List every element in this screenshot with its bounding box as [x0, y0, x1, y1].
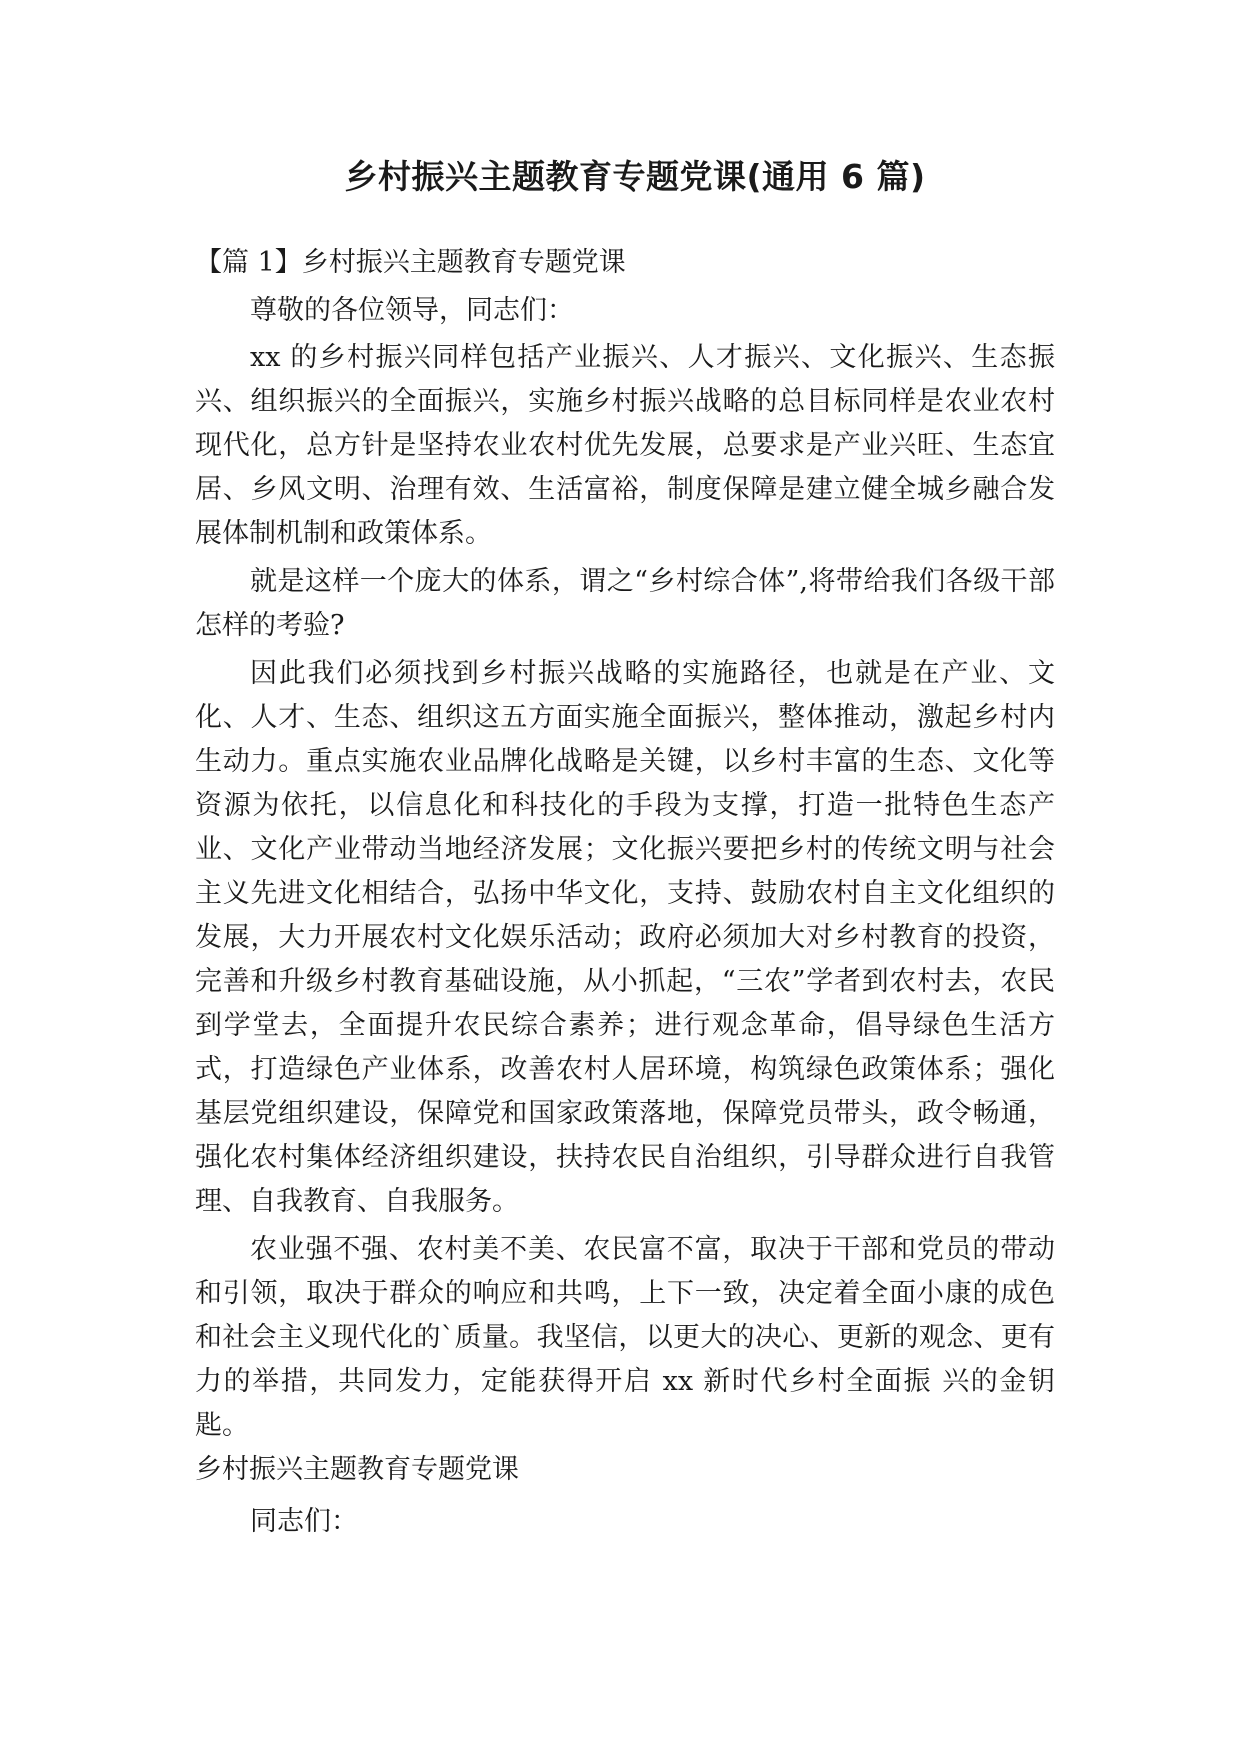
document-body — [195, 240, 1055, 1544]
paragraph-3: 因此我们必须找到乡村振兴战略的实施路径，也就是在产业、文化、人才、生态、组织这五方面实施全面振兴，整体推动，激起乡村内生动力。重点实施农业品牌化战略是关键，以乡村丰富的生态、文化等资源为依托，以信息化和科技化的手段为支撑，打造一批特色生态产业、文化产业带动当地经济发展；文化振兴要把乡村的传统文明与社会主义先进文化相结合，弘扬中华文化，支持、鼓励农村自主文化组织的发展，大力开展农村文化娱乐活动；政府必须加大对乡村教育的投资，完善和升级乡村教育基础设施，从小抓起，“三农”学者到农村去，农民到学堂去，全面提升农民综合素养；进行观念革命，倡导绿色生活方式，打造绿色产业体系，改善农村人居环境，构筑绿色政策体系；强化基层党组织建设，保障党和国家政策落地，保障党员带头，政令畅通，强化农村集体经济组织建设，扶持农民自治组织，引导群众进行自我管理、自我教育、自我服务。 — [195, 658, 1055, 1217]
salutation-2: 同志们： — [250, 1506, 358, 1537]
paragraph-4: 农业强不强、农村美不美、农民富不富，取决于干部和党员的带动和引领，取决于群众的响应和共鸣，上下一致，决定着全面小康的成色和社会主义现代化的`质量。我坚信，以更大的决心、更新的观念、更有力的举措，共同发力，定能获得开启 xx 新时代乡村全面振 兴的金钥匙。 — [195, 1234, 1055, 1441]
paragraph-2: 就是这样一个庞大的体系，谓之“乡村综合体”,将带给我们各级干部怎样的考验? — [195, 566, 1055, 641]
paragraph-1: xx 的乡村振兴同样包括产业振兴、人才振兴、文化振兴、生态振兴、组织振兴的全面振兴，实施乡村振兴战略的总目标同样是农业农村现代化，总方针是坚持农业农村优先发展，总要求是产业兴旺、生态宜居、乡风文明、治理有效、生活富裕，制度保障是建立健全城乡融合发展体制机制和政策体系。 — [195, 342, 1055, 549]
salutation-1: 尊敬的各位领导，同志们： — [250, 295, 574, 326]
document-title: 乡村振兴主题教育专题党课(通用 6 篇) — [344, 157, 926, 196]
section-heading-1: 【篇 1】乡村振兴主题教育专题党课 — [195, 247, 626, 278]
section-heading-2: 乡村振兴主题教育专题党课 — [195, 1454, 519, 1485]
